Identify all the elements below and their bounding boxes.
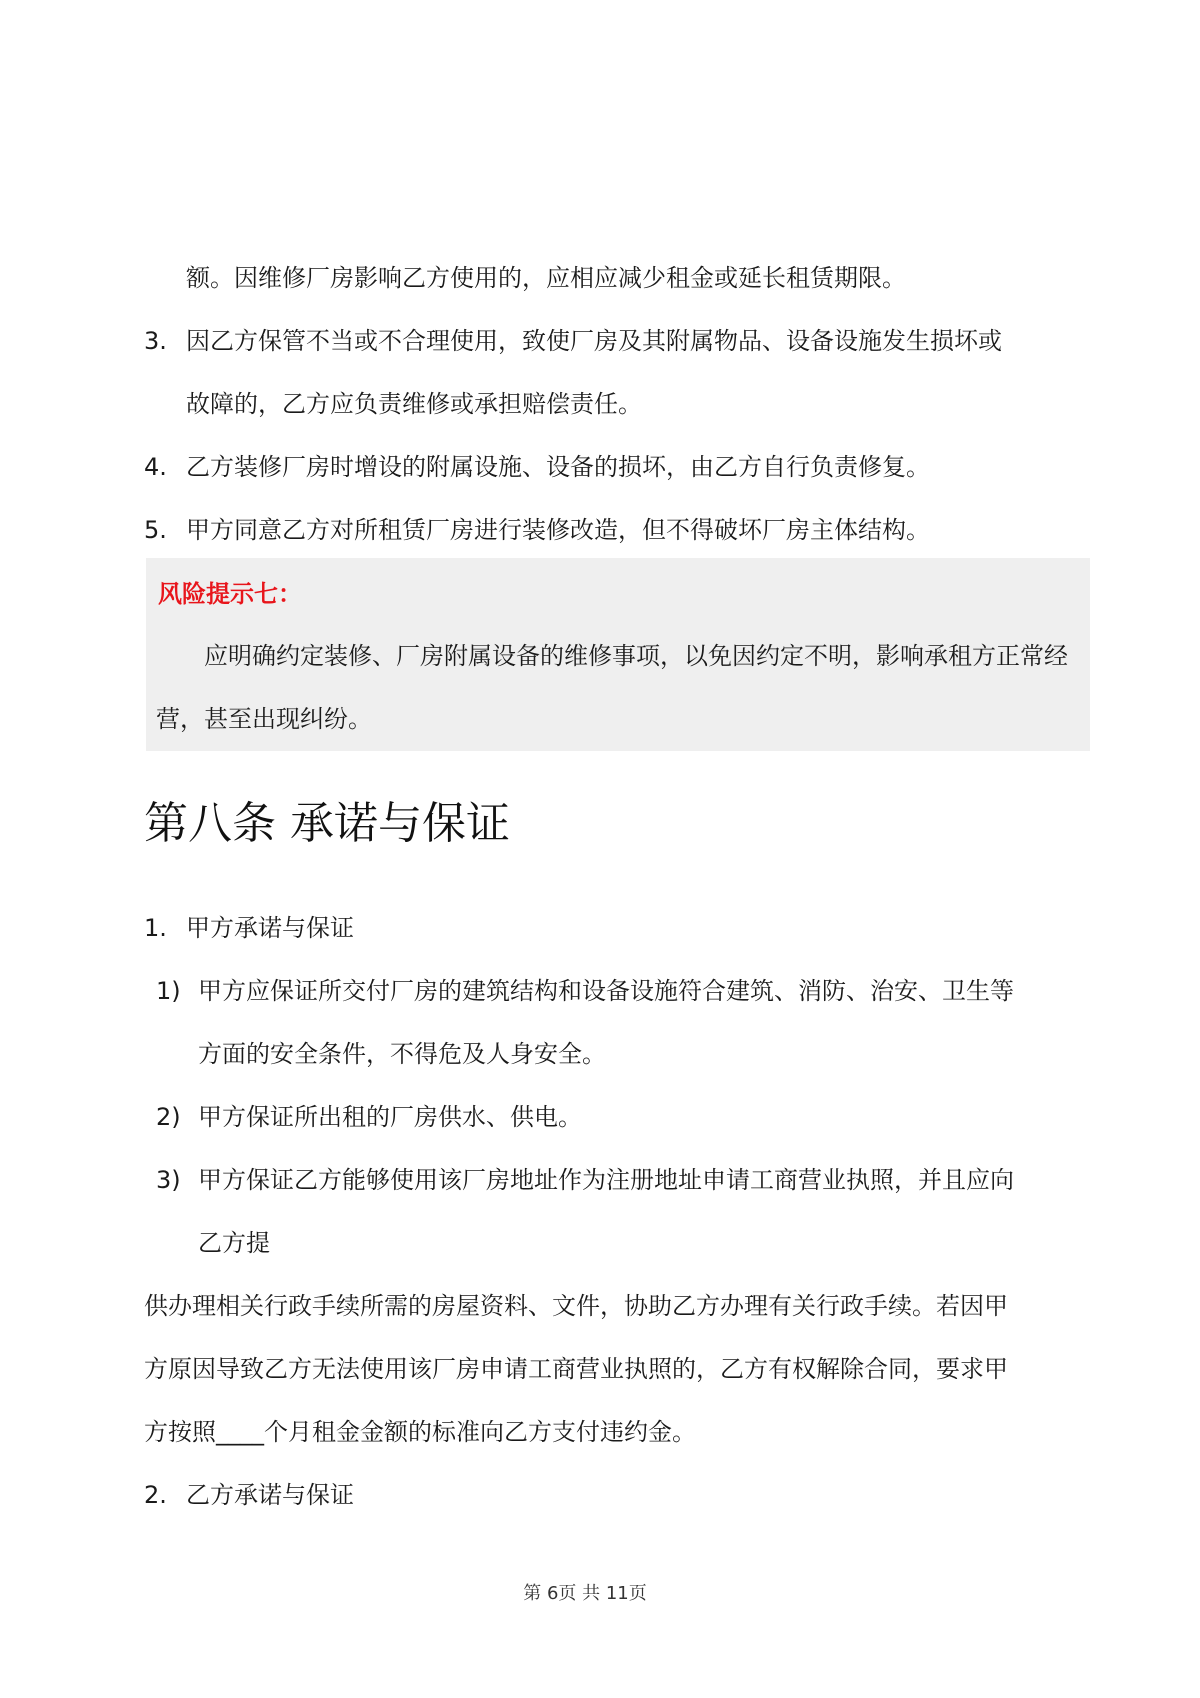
paragraph-line: 方面的安全条件，不得危及人身安全。 bbox=[198, 1040, 606, 1068]
paragraph-line: 甲方同意乙方对所租赁厂房进行装修改造，但不得破坏厂房主体结构。 bbox=[186, 516, 930, 544]
list-number: 5. bbox=[144, 516, 167, 544]
paragraph-line: 故障的，乙方应负责维修或承担赔偿责任。 bbox=[186, 390, 642, 418]
article-heading: 第八条 承诺与保证 bbox=[144, 798, 510, 849]
list-number: 3. bbox=[144, 327, 167, 355]
list-item-title: 乙方承诺与保证 bbox=[186, 1481, 354, 1509]
paragraph-line: 乙方装修厂房时增设的附属设施、设备的损坏，由乙方自行负责修复。 bbox=[186, 453, 930, 481]
risk-notice-title: 风险提示七： bbox=[158, 580, 302, 608]
paragraph-line: 方按照____个月租金金额的标准向乙方支付违约金。 bbox=[144, 1418, 696, 1446]
paragraph-line: 因乙方保管不当或不合理使用，致使厂房及其附属物品、设备设施发生损坏或 bbox=[186, 327, 1002, 355]
page-footer: 第 6页 共 11页 bbox=[523, 1583, 647, 1604]
sub-list-number: 1) bbox=[156, 977, 181, 1005]
paragraph-line: 甲方保证所出租的厂房供水、供电。 bbox=[198, 1103, 582, 1131]
sub-list-number: 2) bbox=[156, 1103, 181, 1131]
sub-list-number: 3) bbox=[156, 1166, 181, 1194]
list-number: 4. bbox=[144, 453, 167, 481]
paragraph-line: 甲方应保证所交付厂房的建筑结构和设备设施符合建筑、消防、治安、卫生等 bbox=[198, 977, 1014, 1005]
list-item-title: 甲方承诺与保证 bbox=[186, 914, 354, 942]
risk-notice-text: 应明确约定装修、厂房附属设备的维修事项，以免因约定不明，影响承租方正常经 bbox=[204, 642, 1068, 670]
list-number: 1. bbox=[144, 914, 167, 942]
paragraph-line: 甲方保证乙方能够使用该厂房地址作为注册地址申请工商营业执照，并且应向 bbox=[198, 1166, 1014, 1194]
risk-notice-text: 营，甚至出现纠纷。 bbox=[156, 705, 372, 733]
list-number: 2. bbox=[144, 1481, 167, 1509]
paragraph-line: 额。因维修厂房影响乙方使用的，应相应减少租金或延长租赁期限。 bbox=[186, 264, 906, 292]
paragraph-line: 方原因导致乙方无法使用该厂房申请工商营业执照的，乙方有权解除合同，要求甲 bbox=[144, 1355, 1008, 1383]
paragraph-line: 供办理相关行政手续所需的房屋资料、文件，协助乙方办理有关行政手续。若因甲 bbox=[144, 1292, 1008, 1320]
paragraph-line: 乙方提 bbox=[198, 1229, 270, 1257]
